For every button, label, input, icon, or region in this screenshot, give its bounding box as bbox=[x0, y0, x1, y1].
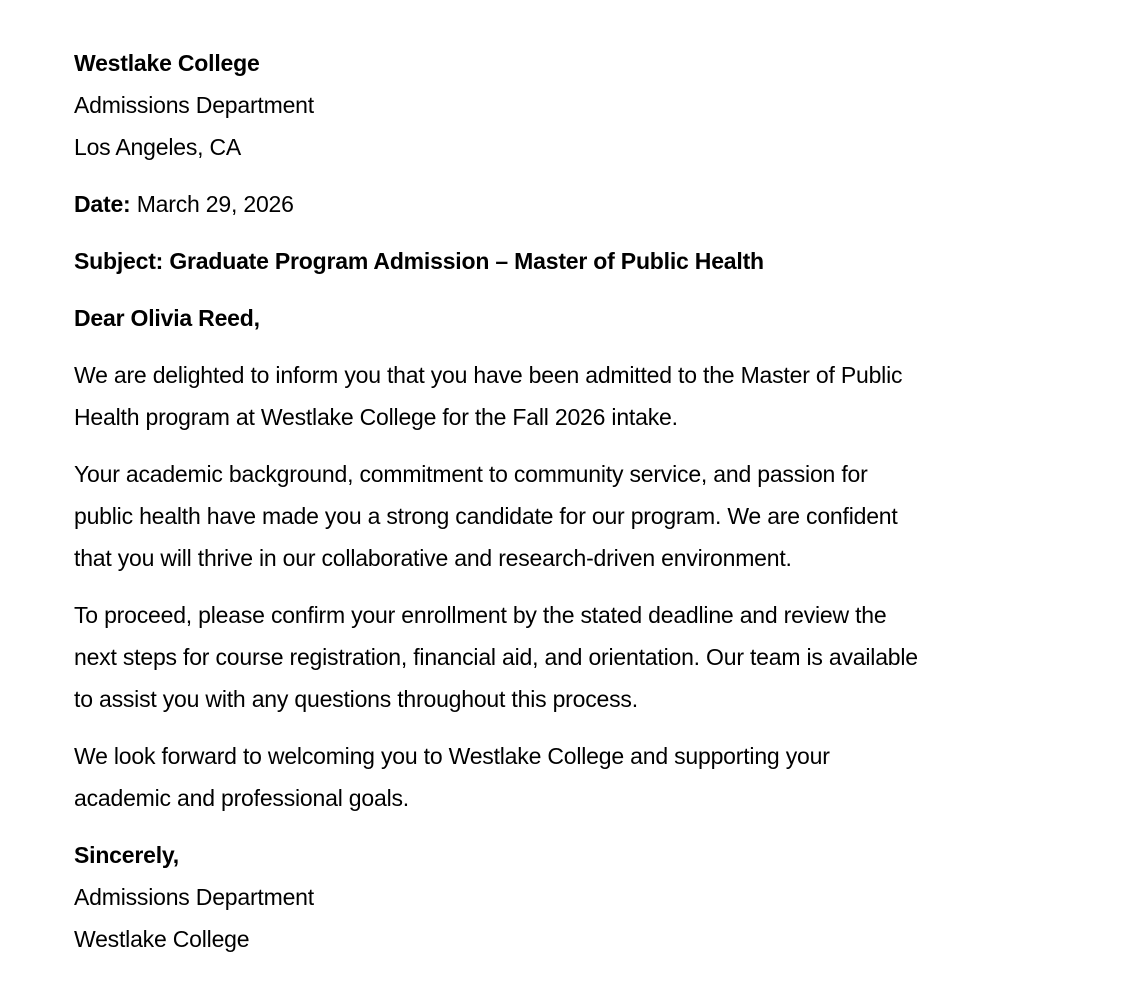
signature-department: Admissions Department bbox=[74, 884, 314, 910]
salutation-text: Dear Olivia Reed, bbox=[74, 305, 260, 331]
body-line: next steps for course registration, financial aid, and orientation. Our team is available bbox=[74, 644, 918, 670]
body-line: We look forward to welcoming you to Westlake College and supporting your bbox=[74, 743, 830, 769]
date-value: March 29, 2026 bbox=[136, 191, 294, 217]
body-line: public health have made you a strong candidate for our program. We are confident bbox=[74, 503, 898, 529]
body-paragraph-1 bbox=[74, 356, 1084, 440]
body-line: to assist you with any questions throughout this process. bbox=[74, 686, 638, 712]
letter-document bbox=[74, 44, 1084, 962]
body-paragraph-2 bbox=[74, 455, 1084, 581]
closing-block bbox=[74, 836, 1084, 962]
valediction: Sincerely, bbox=[74, 842, 179, 868]
subject-line bbox=[74, 242, 1084, 284]
body-line: Health program at Westlake College for the Fall 2026 intake. bbox=[74, 404, 678, 430]
body-line: that you will thrive in our collaborative and research-driven environment. bbox=[74, 545, 792, 571]
body-line: Your academic background, commitment to community service, and passion for bbox=[74, 461, 868, 487]
sender-location: Los Angeles, CA bbox=[74, 134, 242, 160]
body-line: To proceed, please confirm your enrollment by the stated deadline and review the bbox=[74, 602, 887, 628]
body-paragraph-3 bbox=[74, 596, 1084, 722]
body-line: We are delighted to inform you that you have been admitted to the Master of Public bbox=[74, 362, 903, 388]
sender-block bbox=[74, 44, 1084, 170]
sender-name: Westlake College bbox=[74, 50, 260, 76]
sender-department: Admissions Department bbox=[74, 92, 314, 118]
salutation bbox=[74, 299, 1084, 341]
signature-college: Westlake College bbox=[74, 926, 250, 952]
subject-label: Subject: bbox=[74, 248, 164, 274]
date-label: Date: bbox=[74, 191, 131, 217]
date-line bbox=[74, 185, 1084, 227]
body-paragraph-4 bbox=[74, 737, 1084, 821]
body-line: academic and professional goals. bbox=[74, 785, 409, 811]
subject-value: Graduate Program Admission – Master of Public Health bbox=[169, 248, 764, 274]
